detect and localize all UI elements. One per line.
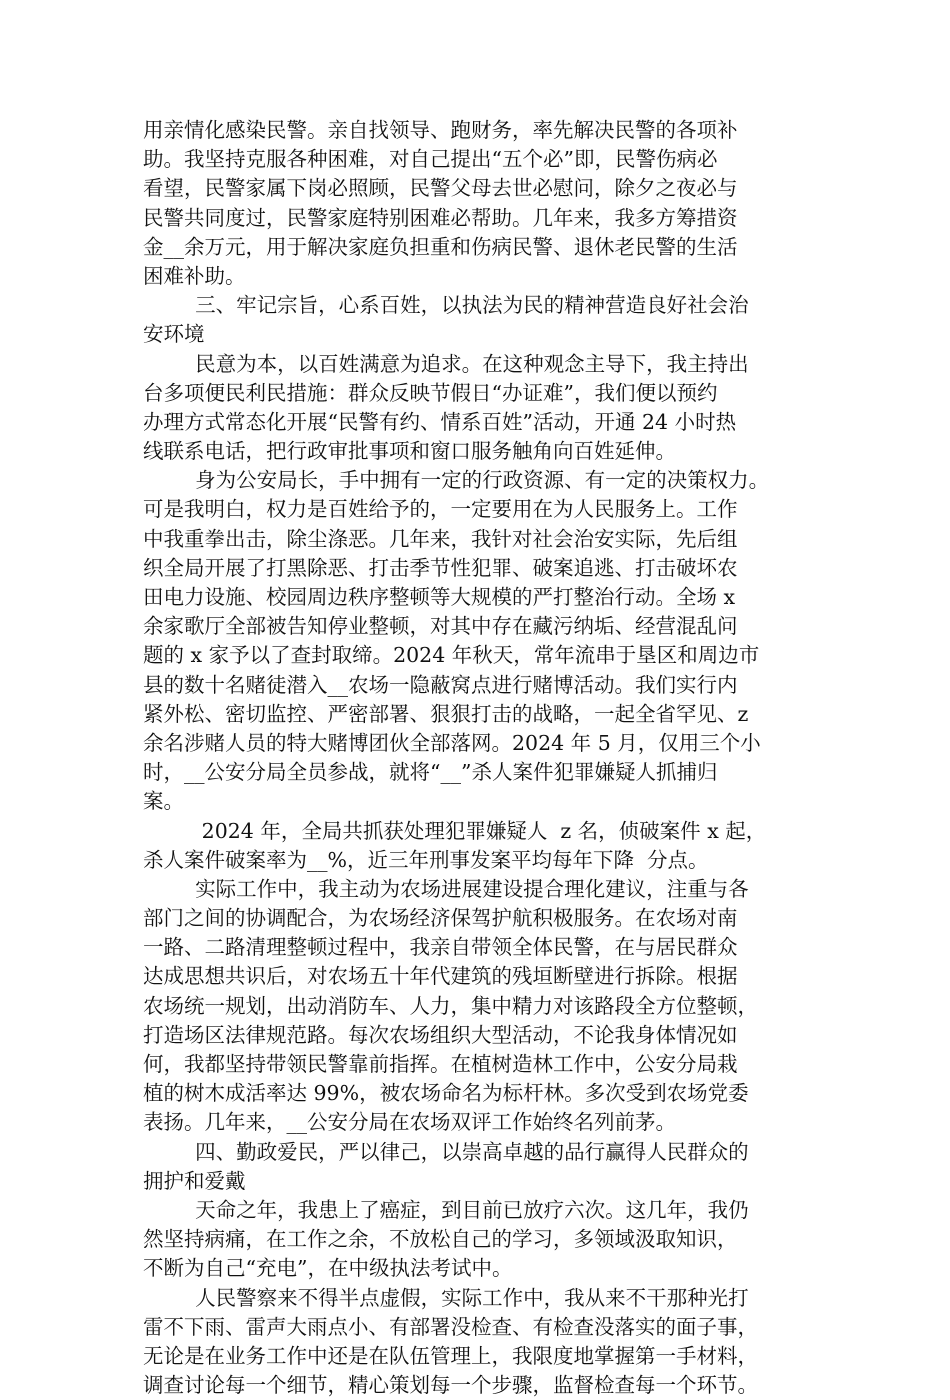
text-line: 助。我坚持克服各种困难，对自己提出“五个必”即，民警伤病必 <box>143 147 718 172</box>
text-line: 杀人案件破案率为__%，近三年刑事发案平均每年下降 分点。 <box>143 847 709 872</box>
text-line: 何，我都坚持带领民警靠前指挥。在植树造林工作中，公安分局栽 <box>143 1052 738 1076</box>
text-line: 田电力设施、校园周边秩序整顿等大规模的严打整治行动。全场 x <box>143 585 736 609</box>
text-line: 雷不下雨、雷声大雨点小、有部署没检查、有检查没落实的面子事， <box>143 1314 758 1339</box>
text-line: 余家歌厅全部被告知停业整顿，对其中存在藏污纳垢、经营混乱问 <box>143 614 738 639</box>
text-line: 植的树木成活率达 99%，被农场命名为标杆林。多次受到农场党委 <box>143 1081 749 1106</box>
text-line: 中我重拳出击，除尘涤恶。几年来，我针对社会治安实际，先后组 <box>143 526 738 551</box>
text-line: 实际工作中，我主动为农场进展建设提合理化建议，注重与各 <box>143 876 749 901</box>
text-line: 题的 x 家予以了查封取缔。2024 年秋天，常年流串于垦区和周边市 <box>143 643 760 668</box>
text-line: 调查讨论每一个细节，精心策划每一个步骤，监督检查每一个环节。 <box>143 1373 758 1398</box>
text-line: 2024 年，全局共抓获处理犯罪嫌疑人 z 名，侦破案件 x 起， <box>143 818 767 843</box>
text-line: 表扬。几年来，__公安分局在农场双评工作始终名列前茅。 <box>143 1110 676 1135</box>
text-line: 达成思想共识后，对农场五十年代建筑的残垣断壁进行拆除。根据 <box>143 964 738 989</box>
text-line: 县的数十名赌徒潜入__农场一隐蔽窝点进行赌博活动。我们实行内 <box>143 672 738 697</box>
text-line: 三、牢记宗旨，心系百姓，以执法为民的精神营造良好社会治 <box>143 293 749 318</box>
text-line: 打造场区法律规范路。每次农场组织大型活动，不论我身体情况如 <box>143 1022 738 1047</box>
text-line: 用亲情化感染民警。亲自找领导、跑财务，率先解决民警的各项补 <box>143 118 738 142</box>
text-line: 农场统一规划，出动消防车、人力，集中精力对该路段全方位整顿， <box>143 993 758 1018</box>
text-line: 人民警察来不得半点虚假，实际工作中，我从来不干那种光打 <box>143 1285 749 1310</box>
text-line: 身为公安局长，手中拥有一定的行政资源、有一定的决策权力。 <box>143 468 770 493</box>
text-line: 看望，民警家属下岗必照顾，民警父母去世必慰问，除夕之夜必与 <box>143 176 738 201</box>
text-line: 金__余万元，用于解决家庭负担重和伤病民警、退休老民警的生活 <box>143 234 738 259</box>
text-line: 可是我明白，权力是百姓给予的，一定要用在为人民服务上。工作 <box>143 497 738 522</box>
text-line: 时，__公安分局全员参战，就将“__”杀人案件犯罪嫌疑人抓捕归 <box>143 760 718 785</box>
text-line: 余名涉赌人员的特大赌博团伙全部落网。2024 年 5 月，仅用三个小 <box>143 730 761 755</box>
text-line: 线联系电话，把行政审批事项和窗口服务触角向百姓延伸。 <box>143 439 676 464</box>
text-line: 安环境 <box>143 322 205 347</box>
text-line: 拥护和爱戴 <box>143 1168 246 1193</box>
document-body <box>143 116 823 1400</box>
text-line: 办理方式常态化开展“民警有约、情系百姓”活动，开通 24 小时热 <box>143 409 737 434</box>
text-line: 紧外松、密切监控、严密部署、狠狠打击的战略，一起全省罕见、z <box>143 701 749 726</box>
text-line: 然坚持病痛，在工作之余，不放松自己的学习，多领域汲取知识， <box>143 1227 738 1252</box>
text-line: 天命之年，我患上了癌症，到目前已放疗六次。这几年，我仍 <box>143 1197 749 1222</box>
text-line: 民警共同度过，民警家庭特别困难必帮助。几年来，我多方筹措资 <box>143 205 738 230</box>
text-line: 四、勤政爱民，严以律己，以崇高卓越的品行赢得人民群众的 <box>143 1139 749 1164</box>
text-line: 织全局开展了打黑除恶、打击季节性犯罪、破案追逃、打击破坏农 <box>143 555 738 580</box>
text-line: 部门之间的协调配合，为农场经济保驾护航积极服务。在农场对南 <box>143 906 738 931</box>
text-line: 民意为本，以百姓满意为追求。在这种观念主导下，我主持出 <box>143 351 749 376</box>
text-line: 案。 <box>143 789 184 814</box>
text-line: 不断为自己“充电”，在中级执法考试中。 <box>143 1256 513 1281</box>
text-line: 困难补助。 <box>143 263 246 288</box>
text-line: 台多项便民利民措施：群众反映节假日“办证难”，我们便以预约 <box>143 380 718 405</box>
text-line: 一路、二路清理整顿过程中，我亲自带领全体民警，在与居民群众 <box>143 935 738 960</box>
text-line: 无论是在业务工作中还是在队伍管理上，我限度地掌握第一手材料， <box>143 1343 758 1368</box>
